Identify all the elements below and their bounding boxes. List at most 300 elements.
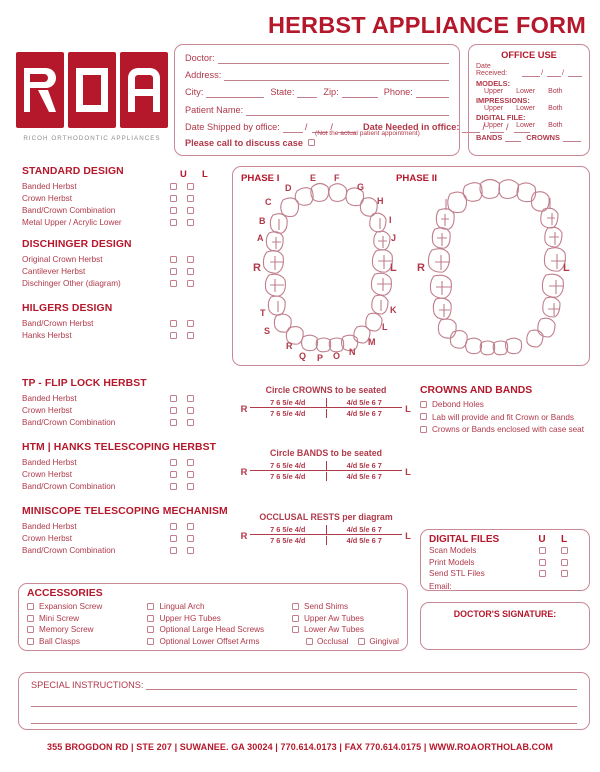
lower-cell[interactable] xyxy=(553,559,575,566)
tooth-table-grid[interactable] xyxy=(238,524,414,546)
upper-cell[interactable] xyxy=(531,559,553,566)
logo-panel-r xyxy=(16,52,64,128)
lower-left-quadrant[interactable]: 4/d 5/e 6 7 xyxy=(346,409,382,418)
upper-checkbox[interactable] xyxy=(170,183,177,190)
models-label: MODELS: xyxy=(476,79,511,88)
doctor-input-line[interactable] xyxy=(218,54,449,64)
left-col-lower-header: L xyxy=(202,168,208,179)
option-row[interactable] xyxy=(22,216,222,228)
impressions-option-lower[interactable]: Lower xyxy=(516,105,536,112)
lower-aw-tubes-checkbox[interactable] xyxy=(292,626,299,633)
accessory-row[interactable] xyxy=(27,636,147,648)
upper-checkbox[interactable] xyxy=(170,207,177,214)
lower-cell[interactable] xyxy=(187,483,204,490)
lower-right-quadrant[interactable]: 7 6 5/e 4/d xyxy=(250,472,327,481)
option-label: Banded Herbst xyxy=(22,457,77,467)
upper-cell[interactable] xyxy=(170,471,187,478)
upper-cell[interactable] xyxy=(170,219,187,226)
tooth-letter-i: I xyxy=(389,215,392,225)
logo-letter-o-icon xyxy=(68,52,116,128)
option-label: Crown Herbst xyxy=(22,533,73,543)
doctor-signature-label: DOCTOR'S SIGNATURE: xyxy=(453,609,557,619)
tooth-letter-b: B xyxy=(259,216,266,226)
upper-checkbox[interactable] xyxy=(170,547,177,554)
special-instructions-box xyxy=(18,672,590,730)
phase2-right-label: R xyxy=(417,262,425,274)
bands-input-line[interactable] xyxy=(505,132,521,142)
option-row[interactable] xyxy=(22,204,222,216)
date-needed-label: Date Needed in office: xyxy=(362,121,460,132)
option-label: Band/Crown Herbst xyxy=(22,318,94,328)
accessory-row[interactable] xyxy=(292,613,399,625)
digital-files-header xyxy=(429,534,581,545)
optional-large-head-screws-checkbox[interactable] xyxy=(147,626,154,633)
city-label: City: xyxy=(185,87,204,98)
upper-checkbox[interactable] xyxy=(170,523,177,530)
option-label: Band/Crown Combination xyxy=(22,205,116,215)
special-instructions-line-3[interactable] xyxy=(31,709,577,724)
accessory-row[interactable] xyxy=(147,624,292,636)
tooth-table-caption: Circle CROWNS to be seated xyxy=(265,385,387,395)
tooth-table-caption: OCCLUSAL RESTS per diagram xyxy=(259,512,393,522)
tooth-letter-g: G xyxy=(357,182,365,192)
lower-cell[interactable] xyxy=(187,395,204,402)
option-row[interactable] xyxy=(22,532,242,544)
address-input-line[interactable] xyxy=(224,71,449,81)
impressions-label: IMPRESSIONS: xyxy=(476,96,530,105)
option-row[interactable] xyxy=(22,253,222,265)
accessories-column-1 xyxy=(27,601,147,647)
enclosed-with-case-checkbox[interactable] xyxy=(420,426,427,433)
date-needed-sep-2: / xyxy=(506,121,509,132)
accessory-row[interactable] xyxy=(27,613,147,625)
lower-checkbox[interactable] xyxy=(187,535,194,542)
upper-cell[interactable] xyxy=(170,407,187,414)
state-input-line[interactable] xyxy=(297,88,317,98)
tooth-letter-e: E xyxy=(310,173,317,183)
lower-cell[interactable] xyxy=(187,256,204,263)
patient-name-input-line[interactable] xyxy=(246,106,449,116)
upper-left-quadrant[interactable]: 4/d 5/e 6 7 xyxy=(346,397,382,407)
zip-input-line[interactable] xyxy=(342,88,378,98)
lower-checkbox[interactable] xyxy=(187,395,194,402)
upper-checkbox[interactable] xyxy=(539,570,546,577)
accessory-row[interactable] xyxy=(27,624,147,636)
lower-cell[interactable] xyxy=(187,207,204,214)
digital-file-label: Print Models xyxy=(429,557,475,567)
digital-file-options[interactable] xyxy=(476,122,582,129)
lower-cell[interactable] xyxy=(187,419,204,426)
phase2-label: PHASE II xyxy=(396,173,438,184)
upper-cell[interactable] xyxy=(170,268,187,275)
accessory-label: Upper HG Tubes xyxy=(159,613,221,623)
date-shipped-month[interactable] xyxy=(283,123,303,133)
tooth-letter-p: P xyxy=(317,353,324,363)
lower-left-quadrant[interactable]: 4/d 5/e 6 7 xyxy=(346,472,382,481)
upper-checkbox[interactable] xyxy=(170,195,177,202)
option-row[interactable] xyxy=(22,468,237,480)
upper-cell[interactable] xyxy=(170,332,187,339)
option-row[interactable] xyxy=(22,480,237,492)
upper-checkbox[interactable] xyxy=(170,535,177,542)
date-needed-sep-1: / xyxy=(482,121,486,132)
tooth-letter-l: L xyxy=(382,322,388,332)
upper-checkbox[interactable] xyxy=(170,419,177,426)
option-row[interactable] xyxy=(22,277,222,289)
accessory-label: Send Shims xyxy=(304,602,349,612)
accessory-label: Upper Aw Tubes xyxy=(304,613,364,623)
upper-cell[interactable] xyxy=(170,547,187,554)
upper-checkbox[interactable] xyxy=(170,320,177,327)
digital-files-upper-header: U xyxy=(538,534,546,545)
upper-cell[interactable] xyxy=(170,280,187,287)
option-row[interactable] xyxy=(22,329,222,341)
option-row[interactable] xyxy=(22,180,222,192)
date-received-sep-2: / xyxy=(562,70,564,77)
lower-cell[interactable] xyxy=(187,195,204,202)
option-row[interactable] xyxy=(22,265,222,277)
upper-cell[interactable] xyxy=(170,195,187,202)
option-label: Dischinger Other (diagram) xyxy=(22,278,121,288)
upper-checkbox[interactable] xyxy=(170,407,177,414)
upper-cell[interactable] xyxy=(531,570,553,577)
digital-file-option-lower[interactable]: Lower xyxy=(516,122,536,129)
accessory-label: Expansion Screw xyxy=(39,602,103,612)
lower-cell[interactable] xyxy=(553,547,575,554)
lower-checkbox[interactable] xyxy=(187,483,194,490)
digital-file-row[interactable] xyxy=(429,545,581,557)
accessory-label: Optional Large Head Screws xyxy=(159,625,265,635)
accessory-row[interactable] xyxy=(147,601,292,613)
lower-cell[interactable] xyxy=(553,570,575,577)
lower-checkbox[interactable] xyxy=(187,320,194,327)
crowns-input-line[interactable] xyxy=(563,132,581,142)
logo-panel-a xyxy=(120,52,168,128)
section-title: DISCHINGER DESIGN xyxy=(22,239,132,250)
accessories-columns xyxy=(27,601,399,647)
models-options[interactable] xyxy=(476,88,582,95)
tooth-letter-j: J xyxy=(391,233,397,243)
doctor-label: Doctor: xyxy=(185,53,215,63)
upper-cell[interactable] xyxy=(170,207,187,214)
special-instructions-line-1[interactable] xyxy=(146,680,577,690)
section-title: HILGERS DESIGN xyxy=(22,303,113,314)
email-input-line[interactable] xyxy=(455,581,581,591)
option-row[interactable] xyxy=(22,392,222,404)
email-label: Email: xyxy=(429,581,452,591)
patient-name-label: Patient Name: xyxy=(185,104,244,115)
upper-cell[interactable] xyxy=(170,256,187,263)
upper-right-quadrant[interactable]: 7 6 5/e 4/d xyxy=(250,525,327,534)
address-label: Address: xyxy=(185,70,222,81)
special-instructions-line-2[interactable] xyxy=(31,692,577,707)
lower-checkbox[interactable] xyxy=(187,219,194,226)
date-shipped-sep-2: / xyxy=(330,121,333,132)
tooth-diagram-box xyxy=(232,166,590,366)
phase2-left-label: L xyxy=(563,262,570,274)
models-option-lower[interactable]: Lower xyxy=(516,88,536,95)
phase1-left-label: L xyxy=(390,262,397,274)
crowns-bands-option-row[interactable] xyxy=(420,412,592,423)
lower-right-quadrant[interactable]: 7 6 5/e 4/d xyxy=(250,409,327,418)
upper-checkbox[interactable] xyxy=(170,395,177,402)
upper-right-quadrant[interactable]: 7 6 5/e 4/d xyxy=(250,461,327,470)
tooth-row-upper[interactable] xyxy=(250,460,402,471)
date-received-month[interactable] xyxy=(522,67,540,77)
tooth-letter-s: S xyxy=(264,326,271,336)
ball-clasps-checkbox[interactable] xyxy=(27,638,34,645)
digital-file-option-both[interactable]: Both xyxy=(548,122,563,129)
digital-files-title: DIGITAL FILES xyxy=(429,534,500,545)
phase1-dental-arch-diagram[interactable] xyxy=(239,171,409,363)
phase1-right-label: R xyxy=(253,262,261,274)
upper-aw-tubes-checkbox[interactable] xyxy=(292,615,299,622)
option-row[interactable] xyxy=(22,192,222,204)
occlusal-label: Occlusal xyxy=(317,636,349,646)
right-side-label: R xyxy=(240,529,248,541)
expansion-screw-checkbox[interactable] xyxy=(27,603,34,610)
upper-checkbox[interactable] xyxy=(170,280,177,287)
option-row[interactable] xyxy=(22,404,222,416)
tooth-table-bands xyxy=(238,448,414,482)
upper-cell[interactable] xyxy=(170,419,187,426)
section-tp-flip-lock-herbst xyxy=(22,378,222,428)
city-input-line[interactable] xyxy=(206,88,264,98)
accessory-row[interactable] xyxy=(147,636,292,648)
phase2-dental-arch-diagram[interactable] xyxy=(401,171,586,363)
option-label: Crown Herbst xyxy=(22,469,73,479)
accessory-label: Optional Lower Offset Arms xyxy=(159,636,260,646)
send-shims-checkbox[interactable] xyxy=(292,603,299,610)
tooth-rows[interactable] xyxy=(250,460,402,482)
option-row[interactable] xyxy=(22,317,222,329)
special-instructions-label: SPECIAL INSTRUCTIONS: xyxy=(31,680,144,690)
tooth-letter-t: T xyxy=(260,308,266,318)
upper-cell[interactable] xyxy=(170,320,187,327)
tooth-table-grid[interactable] xyxy=(238,397,414,419)
accessory-row[interactable] xyxy=(292,624,399,636)
lower-cell[interactable] xyxy=(187,459,204,466)
digital-files-lower-header: L xyxy=(560,534,568,545)
upper-hg-tubes-checkbox[interactable] xyxy=(147,615,154,622)
city-state-zip-phone-row xyxy=(185,86,449,98)
section-hilgers-design xyxy=(22,303,222,341)
tooth-letter-k: K xyxy=(390,305,397,315)
upper-cell[interactable] xyxy=(531,547,553,554)
option-label: Band/Crown Combination xyxy=(22,417,116,427)
upper-left-quadrant[interactable]: 4/d 5/e 6 7 xyxy=(346,524,382,534)
tooth-rows[interactable] xyxy=(250,397,402,419)
special-instructions-first-row xyxy=(31,680,577,690)
upper-cell[interactable] xyxy=(170,183,187,190)
lower-checkbox[interactable] xyxy=(187,547,194,554)
models-option-both[interactable]: Both xyxy=(548,88,563,95)
upper-cell[interactable] xyxy=(170,535,187,542)
section-title: STANDARD DESIGN xyxy=(22,166,124,177)
logo-panel-o xyxy=(68,52,116,128)
mini-screw-checkbox[interactable] xyxy=(27,615,34,622)
lower-cell[interactable] xyxy=(187,535,204,542)
lower-checkbox[interactable] xyxy=(187,419,194,426)
tooth-row-upper[interactable] xyxy=(250,524,402,535)
lower-cell[interactable] xyxy=(187,280,204,287)
lower-checkbox[interactable] xyxy=(187,195,194,202)
option-label: Crown Herbst xyxy=(22,405,73,415)
lower-checkbox[interactable] xyxy=(561,547,568,554)
lower-checkbox[interactable] xyxy=(187,407,194,414)
date-received-day[interactable] xyxy=(547,67,561,77)
lingual-arch-checkbox[interactable] xyxy=(147,603,154,610)
accessory-label: Ball Clasps xyxy=(39,636,80,646)
tooth-letter-f: F xyxy=(334,173,340,183)
digital-file-label: Scan Models xyxy=(429,546,477,556)
footer-contact-info: 355 BROGDON RD | STE 207 | SUWANEE. GA 30024 | 770.614.0173 | FAX 770.614.0175 | WWW.ROAORTHOLAB.COM xyxy=(47,742,553,752)
lower-cell[interactable] xyxy=(187,407,204,414)
accessories-title: ACCESSORIES xyxy=(27,588,103,599)
lower-left-quadrant[interactable]: 4/d 5/e 6 7 xyxy=(346,536,382,545)
crowns-and-bands-section xyxy=(420,385,592,437)
occlusal-checkbox[interactable] xyxy=(306,638,313,645)
tooth-row-lower[interactable] xyxy=(250,471,402,482)
option-row[interactable] xyxy=(22,456,237,468)
logo-letter-r-icon xyxy=(16,52,64,128)
upper-checkbox[interactable] xyxy=(539,547,546,554)
accessory-row[interactable] xyxy=(27,601,147,613)
upper-checkbox[interactable] xyxy=(170,256,177,263)
lower-checkbox[interactable] xyxy=(187,183,194,190)
date-shipped-sep-1: / xyxy=(304,121,308,132)
upper-checkbox[interactable] xyxy=(539,559,546,566)
lower-checkbox[interactable] xyxy=(187,268,194,275)
lower-cell[interactable] xyxy=(187,471,204,478)
lower-cell[interactable] xyxy=(187,219,204,226)
upper-checkbox[interactable] xyxy=(170,471,177,478)
patient-name-row xyxy=(185,104,449,116)
lower-checkbox[interactable] xyxy=(187,280,194,287)
accessory-label: Memory Screw xyxy=(39,625,94,635)
tooth-letter-m: M xyxy=(368,337,376,347)
upper-cell[interactable] xyxy=(170,523,187,530)
accessory-row[interactable] xyxy=(292,601,399,613)
lab-provide-fit-checkbox[interactable] xyxy=(420,413,427,420)
left-col-upper-header: U xyxy=(180,168,187,179)
tooth-rows[interactable] xyxy=(250,524,402,546)
option-label: Debond Holes xyxy=(432,400,484,409)
option-label: Metal Upper / Acrylic Lower xyxy=(22,217,122,227)
date-shipped-label: Date Shipped by office: xyxy=(185,121,280,132)
right-side-label: R xyxy=(240,465,248,477)
upper-checkbox[interactable] xyxy=(170,459,177,466)
tooth-letter-c: C xyxy=(265,197,272,207)
impressions-option-both[interactable]: Both xyxy=(548,105,563,112)
impressions-option-upper[interactable]: Upper xyxy=(484,105,504,112)
doctor-signature-box[interactable] xyxy=(420,602,590,650)
date-received-year[interactable] xyxy=(568,67,582,77)
phase1-label: PHASE I xyxy=(241,173,280,184)
lower-right-quadrant[interactable]: 7 6 5/e 4/d xyxy=(250,536,327,545)
aw-tubes-suboptions[interactable] xyxy=(292,636,399,648)
doctor-field-row xyxy=(185,52,449,64)
please-call-checkbox[interactable] xyxy=(308,139,315,146)
gingival-checkbox[interactable] xyxy=(358,638,365,645)
upper-checkbox[interactable] xyxy=(170,332,177,339)
crowns-bands-option-row[interactable] xyxy=(420,424,592,435)
lower-cell[interactable] xyxy=(187,332,204,339)
lower-cell[interactable] xyxy=(187,268,204,275)
option-row[interactable] xyxy=(22,416,222,428)
lower-checkbox[interactable] xyxy=(561,570,568,577)
tooth-row-lower[interactable] xyxy=(250,535,402,546)
digital-file-row[interactable] xyxy=(429,557,581,569)
debond-holes-checkbox[interactable] xyxy=(420,401,427,408)
option-label: Banded Herbst xyxy=(22,521,77,531)
memory-screw-checkbox[interactable] xyxy=(27,626,34,633)
lower-cell[interactable] xyxy=(187,320,204,327)
crowns-and-bands-title: CROWNS AND BANDS xyxy=(420,385,533,396)
digital-file-option-upper[interactable]: Upper xyxy=(484,122,504,129)
option-label: Cantilever Herbst xyxy=(22,266,86,276)
bands-label: BANDS xyxy=(476,133,503,142)
lower-cell[interactable] xyxy=(187,523,204,530)
lower-checkbox[interactable] xyxy=(187,471,194,478)
lower-checkbox[interactable] xyxy=(187,207,194,214)
please-call-row[interactable] xyxy=(185,138,449,148)
section-title: TP - FLIP LOCK HERBST xyxy=(22,378,147,389)
option-row[interactable] xyxy=(22,544,242,556)
tooth-table-grid[interactable] xyxy=(238,460,414,482)
date-received-row xyxy=(476,63,582,77)
lower-cell[interactable] xyxy=(187,183,204,190)
option-row[interactable] xyxy=(22,520,242,532)
impressions-options[interactable] xyxy=(476,105,582,112)
lower-checkbox[interactable] xyxy=(187,256,194,263)
lower-checkbox[interactable] xyxy=(561,559,568,566)
lower-cell[interactable] xyxy=(187,547,204,554)
accessories-box xyxy=(18,583,408,651)
models-option-upper[interactable]: Upper xyxy=(484,88,504,95)
upper-checkbox[interactable] xyxy=(170,483,177,490)
crowns-bands-option-row[interactable] xyxy=(420,399,592,410)
lower-checkbox[interactable] xyxy=(187,523,194,530)
upper-right-quadrant[interactable]: 7 6 5/e 4/d xyxy=(250,398,327,407)
upper-cell[interactable] xyxy=(170,395,187,402)
option-label: Lab will provide and fit Crown or Bands xyxy=(432,412,574,422)
tooth-row-upper[interactable] xyxy=(250,397,402,408)
tooth-letter-a: A xyxy=(257,233,264,243)
tooth-row-lower[interactable] xyxy=(250,408,402,419)
upper-cell[interactable] xyxy=(170,483,187,490)
upper-left-quadrant[interactable]: 4/d 5/e 6 7 xyxy=(346,460,382,470)
optional-lower-offset-arms-checkbox[interactable] xyxy=(147,638,154,645)
left-side-label: L xyxy=(405,529,411,541)
state-label: State: xyxy=(270,87,295,98)
upper-checkbox[interactable] xyxy=(170,268,177,275)
lower-checkbox[interactable] xyxy=(187,332,194,339)
tooth-letter-r-low: R xyxy=(286,341,293,351)
section-title: MINISCOPE TELESCOPING MECHANISM xyxy=(22,506,228,517)
digital-file-row[interactable] xyxy=(429,568,581,580)
gingival-label: Gingival xyxy=(369,636,399,646)
accessory-row[interactable] xyxy=(147,613,292,625)
right-side-label: R xyxy=(240,402,248,414)
upper-cell[interactable] xyxy=(170,459,187,466)
phone-input-line[interactable] xyxy=(416,88,449,98)
section-htm-hanks-telescoping-herbst xyxy=(22,442,237,492)
option-label: Banded Herbst xyxy=(22,181,77,191)
upper-checkbox[interactable] xyxy=(170,219,177,226)
page-title: HERBST APPLIANCE FORM xyxy=(268,12,586,38)
lower-checkbox[interactable] xyxy=(187,459,194,466)
